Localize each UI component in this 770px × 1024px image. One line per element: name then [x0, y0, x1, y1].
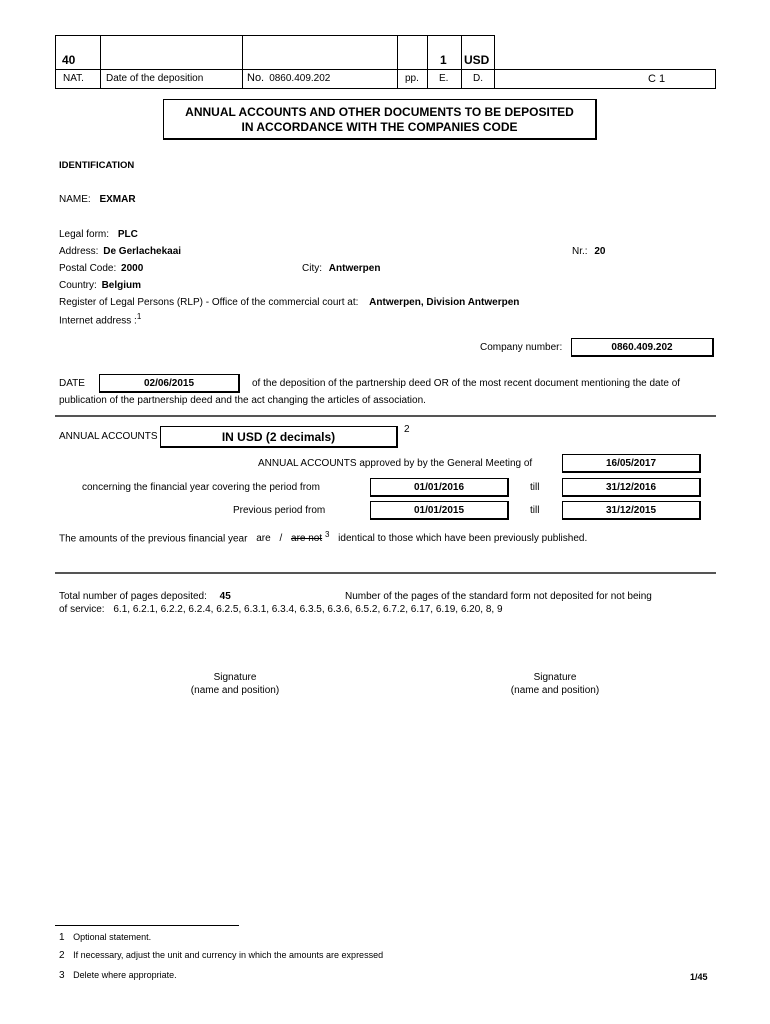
section-divider [55, 415, 716, 417]
nr-label: Nr.: [572, 246, 588, 257]
signature-left-line-1: Signature [213, 672, 257, 683]
header-bottom-border [55, 88, 715, 89]
signature-left-line-2: (name and position) [190, 685, 280, 696]
internet-label: Internet address : [59, 315, 137, 327]
legal-form-value: PLC [117, 229, 138, 240]
previous-from-field: 01/01/2015 [370, 501, 509, 520]
nat-value: 40 [62, 53, 76, 67]
approved-label: ANNUAL ACCOUNTS approved by by the General Meeting of [258, 458, 533, 469]
not-deposited-label: Number of the pages of the standard form not deposited for not being [345, 591, 652, 602]
amounts-slash: / [279, 533, 283, 545]
period-from-field: 01/01/2016 [370, 478, 509, 497]
no-prefix: No. [247, 72, 265, 84]
previous-till-field: 31/12/2015 [562, 501, 701, 520]
nat-label: NAT. [63, 73, 84, 84]
footnote-text: If necessary, adjust the unit and currency in which the amounts are expressed [73, 950, 384, 960]
signature-right-line-1: Signature [533, 672, 577, 683]
header-divider [100, 35, 101, 88]
rlp-value: Antwerpen, Division Antwerpen [369, 297, 520, 308]
title-line-2: IN ACCORDANCE WITH THE COMPANIES CODE [241, 120, 518, 134]
city-label: City: [302, 263, 322, 274]
legal-form-label: Legal form: [59, 229, 110, 240]
signature-right [475, 672, 635, 696]
name-label: NAME: [59, 194, 91, 205]
address-value: De Gerlachekaai [103, 246, 182, 257]
unit-footnote-ref: 2 [404, 424, 410, 435]
footnote-number: 1 [59, 932, 65, 943]
deposition-text-1: of the deposition of the partnership deed OR of the most recent document mentioning the date of [252, 378, 681, 389]
amounts-are-not: are not [291, 533, 323, 545]
footnote-rule [55, 925, 239, 926]
amounts-are: are [256, 533, 271, 545]
not-deposited-value: 6.1, 6.2.1, 6.2.2, 6.2.4, 6.2.5, 6.3.1, 6.3.4, 6.3.5, 6.3.6, 6.5.2, 6.7.2, 6.17, 6.19, 6.20, 8, 9 [113, 604, 503, 615]
deposition-date-label: DATE [59, 378, 85, 389]
footnote-1 [59, 932, 151, 943]
d-label: D. [473, 73, 483, 84]
header-divider [461, 35, 462, 88]
period-till-field: 31/12/2016 [562, 478, 701, 497]
country-value: Belgium [101, 280, 142, 291]
date-label: Date of the deposition [106, 73, 204, 84]
country-label: Country: [59, 280, 97, 291]
nr-value: 20 [594, 246, 606, 257]
footnote-number: 3 [59, 970, 65, 981]
pp-label: pp. [405, 73, 419, 84]
total-pages-value: 45 [219, 591, 231, 602]
unit-field: IN USD (2 decimals) [160, 426, 398, 448]
deposition-text-2: publication of the partnership deed and the act changing the articles of association. [59, 395, 426, 406]
header-row-border [55, 69, 715, 70]
title-box [163, 99, 597, 140]
annual-accounts-label: ANNUAL ACCOUNTS [59, 431, 158, 442]
amounts-text-a: The amounts of the previous financial year [59, 533, 248, 545]
header-divider [397, 35, 398, 88]
page-number: 1/45 [690, 972, 708, 982]
amounts-text-b: identical to those which have been previously published. [338, 533, 588, 545]
postal-value: 2000 [121, 263, 144, 274]
section-divider [55, 572, 716, 574]
e-label: E. [439, 73, 449, 84]
till-label: till [530, 482, 540, 493]
header-divider [242, 35, 243, 88]
identification-heading: IDENTIFICATION [59, 160, 135, 171]
header-divider [55, 35, 56, 88]
amounts-footnote-ref: 3 [324, 530, 330, 539]
d-value: USD [464, 53, 490, 67]
e-value: 1 [440, 53, 447, 67]
city-value: Antwerpen [328, 263, 381, 274]
postal-label: Postal Code: [59, 263, 117, 274]
no-value: 0860.409.202 [269, 73, 331, 84]
form-code: C 1 [648, 73, 666, 85]
signature-left [155, 672, 315, 696]
header-top-border [55, 35, 494, 36]
period-label: concerning the financial year covering the period from [82, 482, 320, 493]
rlp-label: Register of Legal Persons (RLP) - Office of the commercial court at: [59, 297, 359, 308]
previous-period-label: Previous period from [233, 505, 326, 516]
footnote-2 [59, 950, 383, 961]
header-divider [427, 35, 428, 88]
previous-till-label: till [530, 505, 540, 516]
not-deposited-line-2: of service: [59, 604, 105, 615]
title-line-1: ANNUAL ACCOUNTS AND OTHER DOCUMENTS TO BE DEPOSITED [185, 105, 574, 119]
header-divider [715, 69, 716, 89]
signature-right-line-2: (name and position) [510, 685, 600, 696]
address-label: Address: [59, 246, 99, 257]
name-value: EXMAR [99, 194, 136, 205]
footnote-number: 2 [59, 950, 65, 961]
company-number-field: 0860.409.202 [571, 338, 714, 357]
company-number-label: Company number: [480, 342, 563, 353]
deposition-date-field: 02/06/2015 [99, 374, 240, 393]
approved-date-field: 16/05/2017 [562, 454, 701, 473]
footnote-text: Delete where appropriate. [73, 970, 177, 980]
total-pages-label: Total number of pages deposited: [59, 591, 207, 602]
footnote-text: Optional statement. [73, 932, 152, 942]
footnote-ref: 1 [136, 312, 142, 321]
footnote-3 [59, 970, 177, 981]
header-divider [494, 35, 495, 88]
